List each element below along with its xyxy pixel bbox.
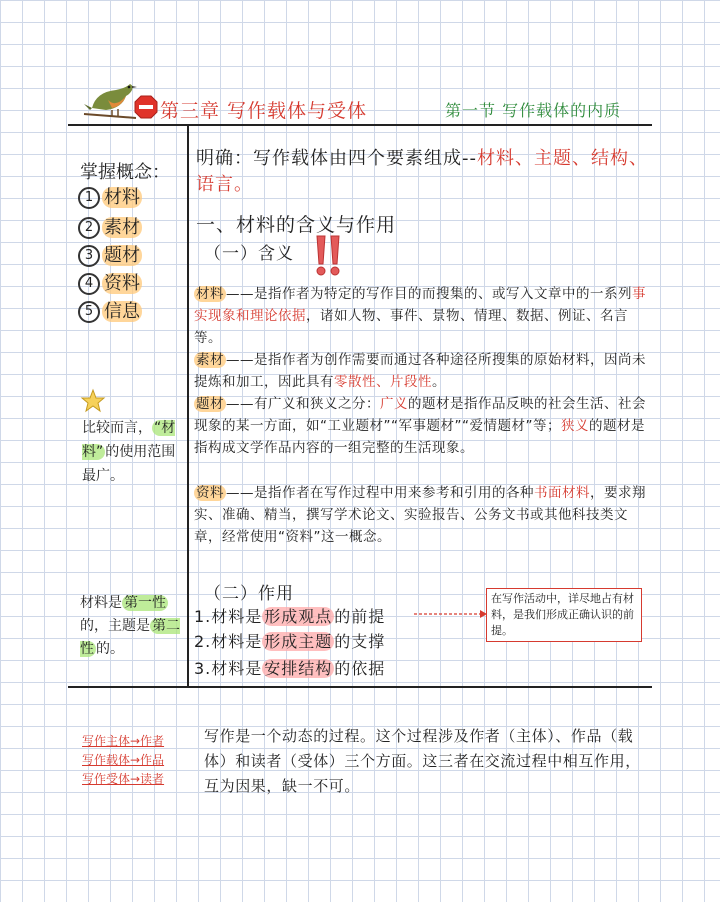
bottom-paragraph: 写作是一个动态的过程。这个过程涉及作者（主体）、作品（载体）和读者（受体）三个方面。这三者在交流过程中相互作用，互为因果，缺一不可。 [204, 727, 641, 795]
star-icon [80, 388, 106, 414]
subheading-meaning: （一）含义 [204, 244, 294, 264]
chapter-title: 第三章 写作载体与受体 [160, 100, 368, 122]
trio-item: 写作载体→作品 [82, 753, 165, 767]
concept-item: 3 题材 [78, 241, 142, 267]
bird-icon [82, 78, 138, 122]
concept-item: 1 材料 [78, 183, 142, 209]
concept-item: 5 信息 [78, 297, 142, 323]
trio-item: 写作受体→读者 [82, 772, 165, 786]
section-title: 第一节 写作载体的内质 [445, 101, 622, 120]
stop-sign-icon [134, 95, 158, 119]
definition-source: 素材 ——是指作者为创作需要而通过各种途径所搜集的原始材料，因尚未提炼和加工，因此具有零散性、片段性。 [194, 352, 646, 390]
arrow-icon [414, 608, 488, 620]
intro-statement: 明确：写作载体由四个要素组成--材料、主题、结构、语言。 [196, 148, 648, 195]
top-rule [68, 124, 652, 126]
role-item: 2.材料是 形成主题 的支撑 [194, 632, 386, 651]
middle-rule [68, 686, 652, 688]
subheading-role: （二）作用 [204, 584, 294, 604]
role-item: 1.材料是 形成观点 的前提 [194, 607, 386, 626]
exclamation-icon [314, 234, 344, 278]
definition-material: 材料 ——是指作者为特定的写作目的而搜集的、或写入文章中的一系列事实现象和理论依据，诸如人物、事件、景物、情理、数据、例证、名言等。 [194, 286, 646, 346]
concept-item: 4 资料 [78, 269, 142, 295]
trio-item: 写作主体→作者 [82, 734, 165, 748]
definition-subject: 题材 ——有广义和狭义之分：广义的题材是指作品反映的社会生活、社会现象的某一方面，如“工业题材”“军事题材”“爱情题材”等；狭义的题材是指构成文学作品内容的一组完整的生活现象。 [194, 396, 646, 456]
concept-item: 2 素材 [78, 213, 142, 239]
compare-note: 比较而言， “材料” 的使用范围最广。 [82, 420, 176, 484]
definition-data: 资料 ——是指作者在写作过程中用来参考和引用的各种书面材料，要求翔实、准确、精当，撰写学术论文、实验报告、公务文书或其他科技类文章，经常使用“资料”这一概念。 [194, 485, 646, 545]
role-item: 3.材料是 安排结构 的依据 [194, 659, 386, 678]
section-heading: 一、材料的含义与作用 [196, 214, 397, 236]
column-divider [187, 124, 189, 686]
grasp-concepts-title: 掌握概念： [80, 162, 170, 183]
primary-note: 材料是 第一性的，主题是 第二性 的。 [80, 595, 180, 657]
callout-box: 在写作活动中，详尽地占有材料，是我们形成正确认识的前提。 [486, 588, 642, 642]
